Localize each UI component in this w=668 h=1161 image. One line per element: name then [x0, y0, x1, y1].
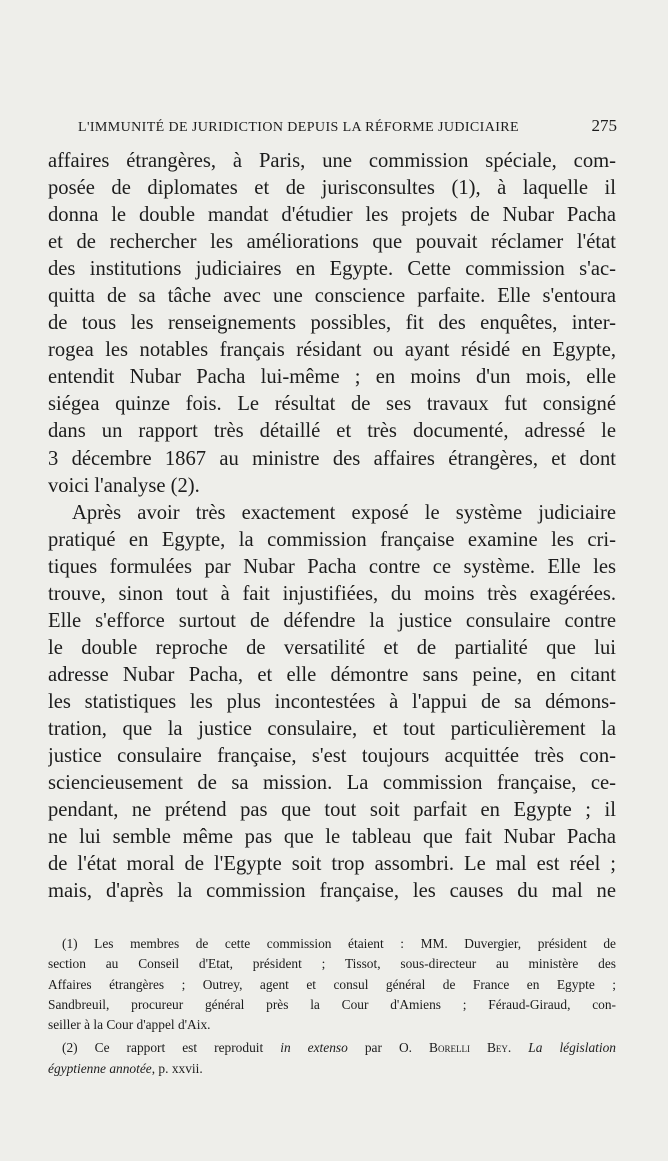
footnote-italic-text: in extenso: [280, 1040, 348, 1056]
text-line: de tous les renseignements possibles, fit des enquêtes, inter-: [48, 312, 616, 335]
text-line: donna le double mandat d'étudier les projets de Nubar Pacha: [48, 204, 616, 227]
text-line: mais, d'après la commission française, les causes du mal ne: [48, 880, 616, 903]
footnotes: [48, 934, 616, 1079]
footnote-text: .: [507, 1040, 529, 1056]
footnote-text: par O.: [347, 1040, 430, 1056]
text-line: siégea quinze fois. Le résultat de ses travaux fut consigné: [48, 393, 616, 416]
text-line: ne lui semble même pas que le tableau que fait Nubar Pacha: [48, 826, 616, 849]
text-line: pratiqué en Egypte, la commission française examine les cri-: [48, 528, 616, 551]
text-line: les statistiques les plus incontestées à l'appui de sa démons-: [48, 690, 616, 713]
footnote-line: seiller à la Cour d'appel d'Aix.: [48, 1017, 211, 1033]
footnote-line: (1) Les membres de cette commission étaient : MM. Duvergier, président de: [62, 936, 616, 951]
footnote-author-name: Borelli Bey: [429, 1040, 508, 1056]
footnote-line: Sandbreuil, procureur général près la Cour d'Amiens ; Féraud-Giraud, con-: [48, 996, 616, 1012]
text-line: et de rechercher les améliorations que pouvait réclamer l'état: [48, 231, 616, 254]
text-line: voici l'analyse (2).: [48, 474, 200, 497]
text-line: entendit Nubar Pacha lui-même ; en moins d'un mois, elle: [48, 366, 616, 389]
text-line: sciencieusement de sa mission. La commission française, ce-: [48, 772, 616, 795]
text-line: quitta de sa tâche avec une conscience parfaite. Elle s'entoura: [48, 285, 616, 308]
text-line: tiques formulées par Nubar Pacha contre ce système. Elle les: [48, 555, 616, 578]
running-title: L'IMMUNITÉ DE JURIDICTION DEPUIS LA RÉFORME JUDICIAIRE: [78, 120, 519, 135]
text-line: dans un rapport très détaillé et très documenté, adressé le: [48, 420, 616, 443]
text-line: trouve, sinon tout à fait injustifiées, du moins très exagérées.: [48, 582, 616, 605]
footnote-book-title: égyptienne annotée: [48, 1060, 152, 1076]
text-line: posée de diplomates et de jurisconsultes (1), à laquelle il: [48, 177, 616, 200]
text-line: le double reproche de versatilité et de partialité que lui: [48, 636, 616, 659]
text-line: Elle s'efforce surtout de défendre la justice consulaire contre: [48, 609, 616, 632]
text-line: pendant, ne prétend pas que tout soit parfait en Egypte ; il: [48, 799, 616, 822]
footnote-text: , p. xxvii.: [151, 1060, 203, 1076]
footnote-line: section au Conseil d'Etat, président ; Tissot, sous-directeur au ministère des: [48, 956, 616, 972]
body-text: [48, 148, 616, 905]
running-head: [78, 116, 617, 136]
text-line: tration, que la justice consulaire, et tout particulièrement la: [48, 717, 616, 740]
text-line: rogea les notables français résidant ou ayant résidé en Egypte,: [48, 339, 616, 362]
footnote-2-line-1: [48, 1038, 616, 1058]
text-line: adresse Nubar Pacha, et elle démontre sans peine, en citant: [48, 663, 616, 686]
page-number: 275: [591, 116, 617, 135]
text-line: des institutions judiciaires en Egypte. Cette commission s'ac-: [48, 258, 616, 281]
footnote-line: Affaires étrangères ; Outrey, agent et consul général de France en Egypte ;: [48, 976, 616, 992]
text-line: de l'état moral de l'Egypte soit trop assombri. Le mal est réel ;: [48, 853, 616, 876]
text-line: Après avoir très exactement exposé le système judiciaire: [72, 501, 616, 524]
text-line: affaires étrangères, à Paris, une commission spéciale, com-: [48, 150, 616, 172]
text-line: 3 décembre 1867 au ministre des affaires étrangères, et dont: [48, 447, 616, 470]
text-line: justice consulaire française, s'est toujours acquittée très con-: [48, 745, 616, 768]
footnote-book-title: La législation: [528, 1040, 616, 1056]
footnote-2-line-2: [48, 1059, 616, 1079]
footnote-text: (2) Ce rapport est reproduit: [62, 1040, 281, 1056]
